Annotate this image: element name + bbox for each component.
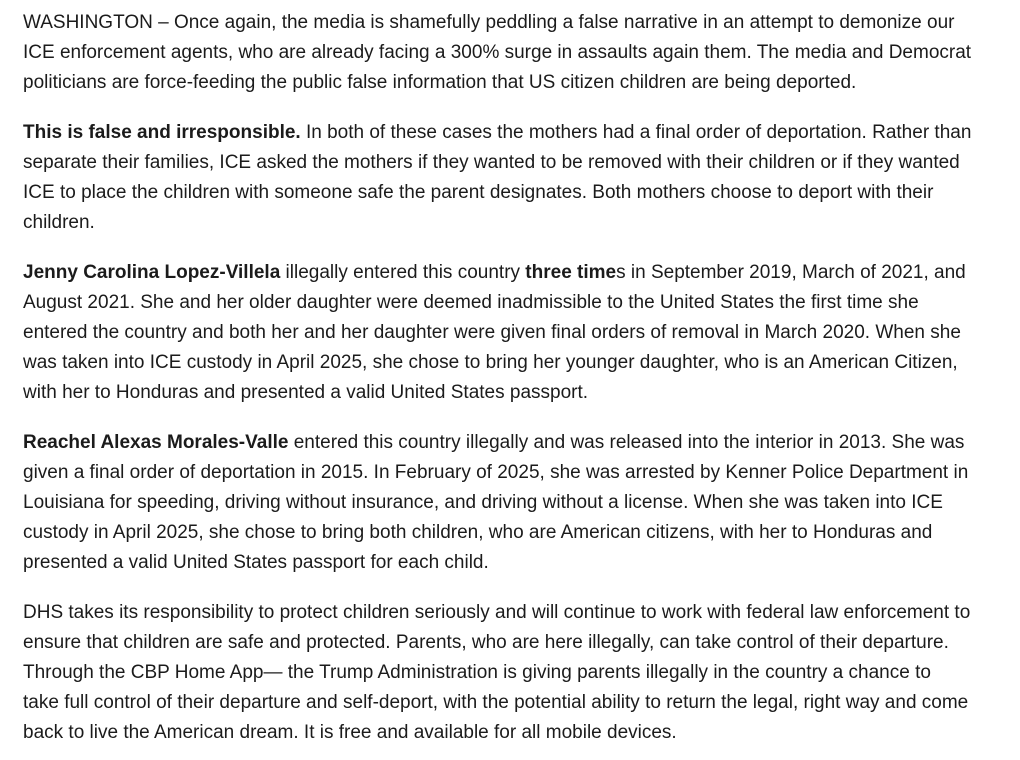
text-segment: WASHINGTON – Once again, the media is shamefully peddling a false narrative in an attempt to demonize our ICE enforcement agents, who are already facing a 300% surge in assaults again them. The media and Democrat politicians are force-feeding the public false information that US citizen children are being deported. [23,12,972,93]
bold-text-segment: Reachel Alexas Morales-Valle [23,432,289,453]
paragraph [23,428,972,578]
bold-text-segment: This is false and irresponsible. [23,122,301,143]
text-segment: DHS takes its responsibility to protect children seriously and will continue to work with federal law enforcement to ensure that children are safe and protected. Parents, who are here illegally, can take control of their departure. Through the CBP Home App— the Trump Administration is giving parents illegally in the country a chance to take full control of their departure and self-deport, with the potential ability to return the legal, right way and come back to live the American dream. It is free and available for all mobile devices. [23,602,971,743]
text-segment: illegally entered this country [280,262,526,283]
bold-text-segment: three time [525,262,617,283]
text-segment: In both of these cases the mothers had a final order of deportation. Rather than separate their families, ICE asked the mothers if they wanted to be removed with their children or if they wanted ICE to place the children with someone safe the parent designates. Both mothers choose to deport with their children. [23,122,972,233]
paragraph [23,258,972,408]
text-segment: entered this country illegally and was released into the interior in 2013. She was given a final order of deportation in 2015. In February of 2025, she was arrested by Kenner Police Department in Louisiana for speeding, driving without insurance, and driving without a license. When she was taken into ICE custody in April 2025, she chose to bring both children, who are American citizens, with her to Honduras and presented a valid United States passport for each child. [23,432,969,573]
paragraph [23,118,972,238]
paragraph [23,598,972,748]
bold-text-segment: Jenny Carolina Lopez-Villela [23,262,281,283]
paragraph [23,8,972,98]
text-segment: s in September 2019, March of 2021, and August 2021. She and her older daughter were deemed inadmissible to the United States the first time she entered the country and both her and her daughter were given final orders of removal in March 2020. When she was taken into ICE custody in April 2025, she chose to bring her younger daughter, who is an American Citizen, with her to Honduras and presented a valid United States passport. [23,262,966,403]
